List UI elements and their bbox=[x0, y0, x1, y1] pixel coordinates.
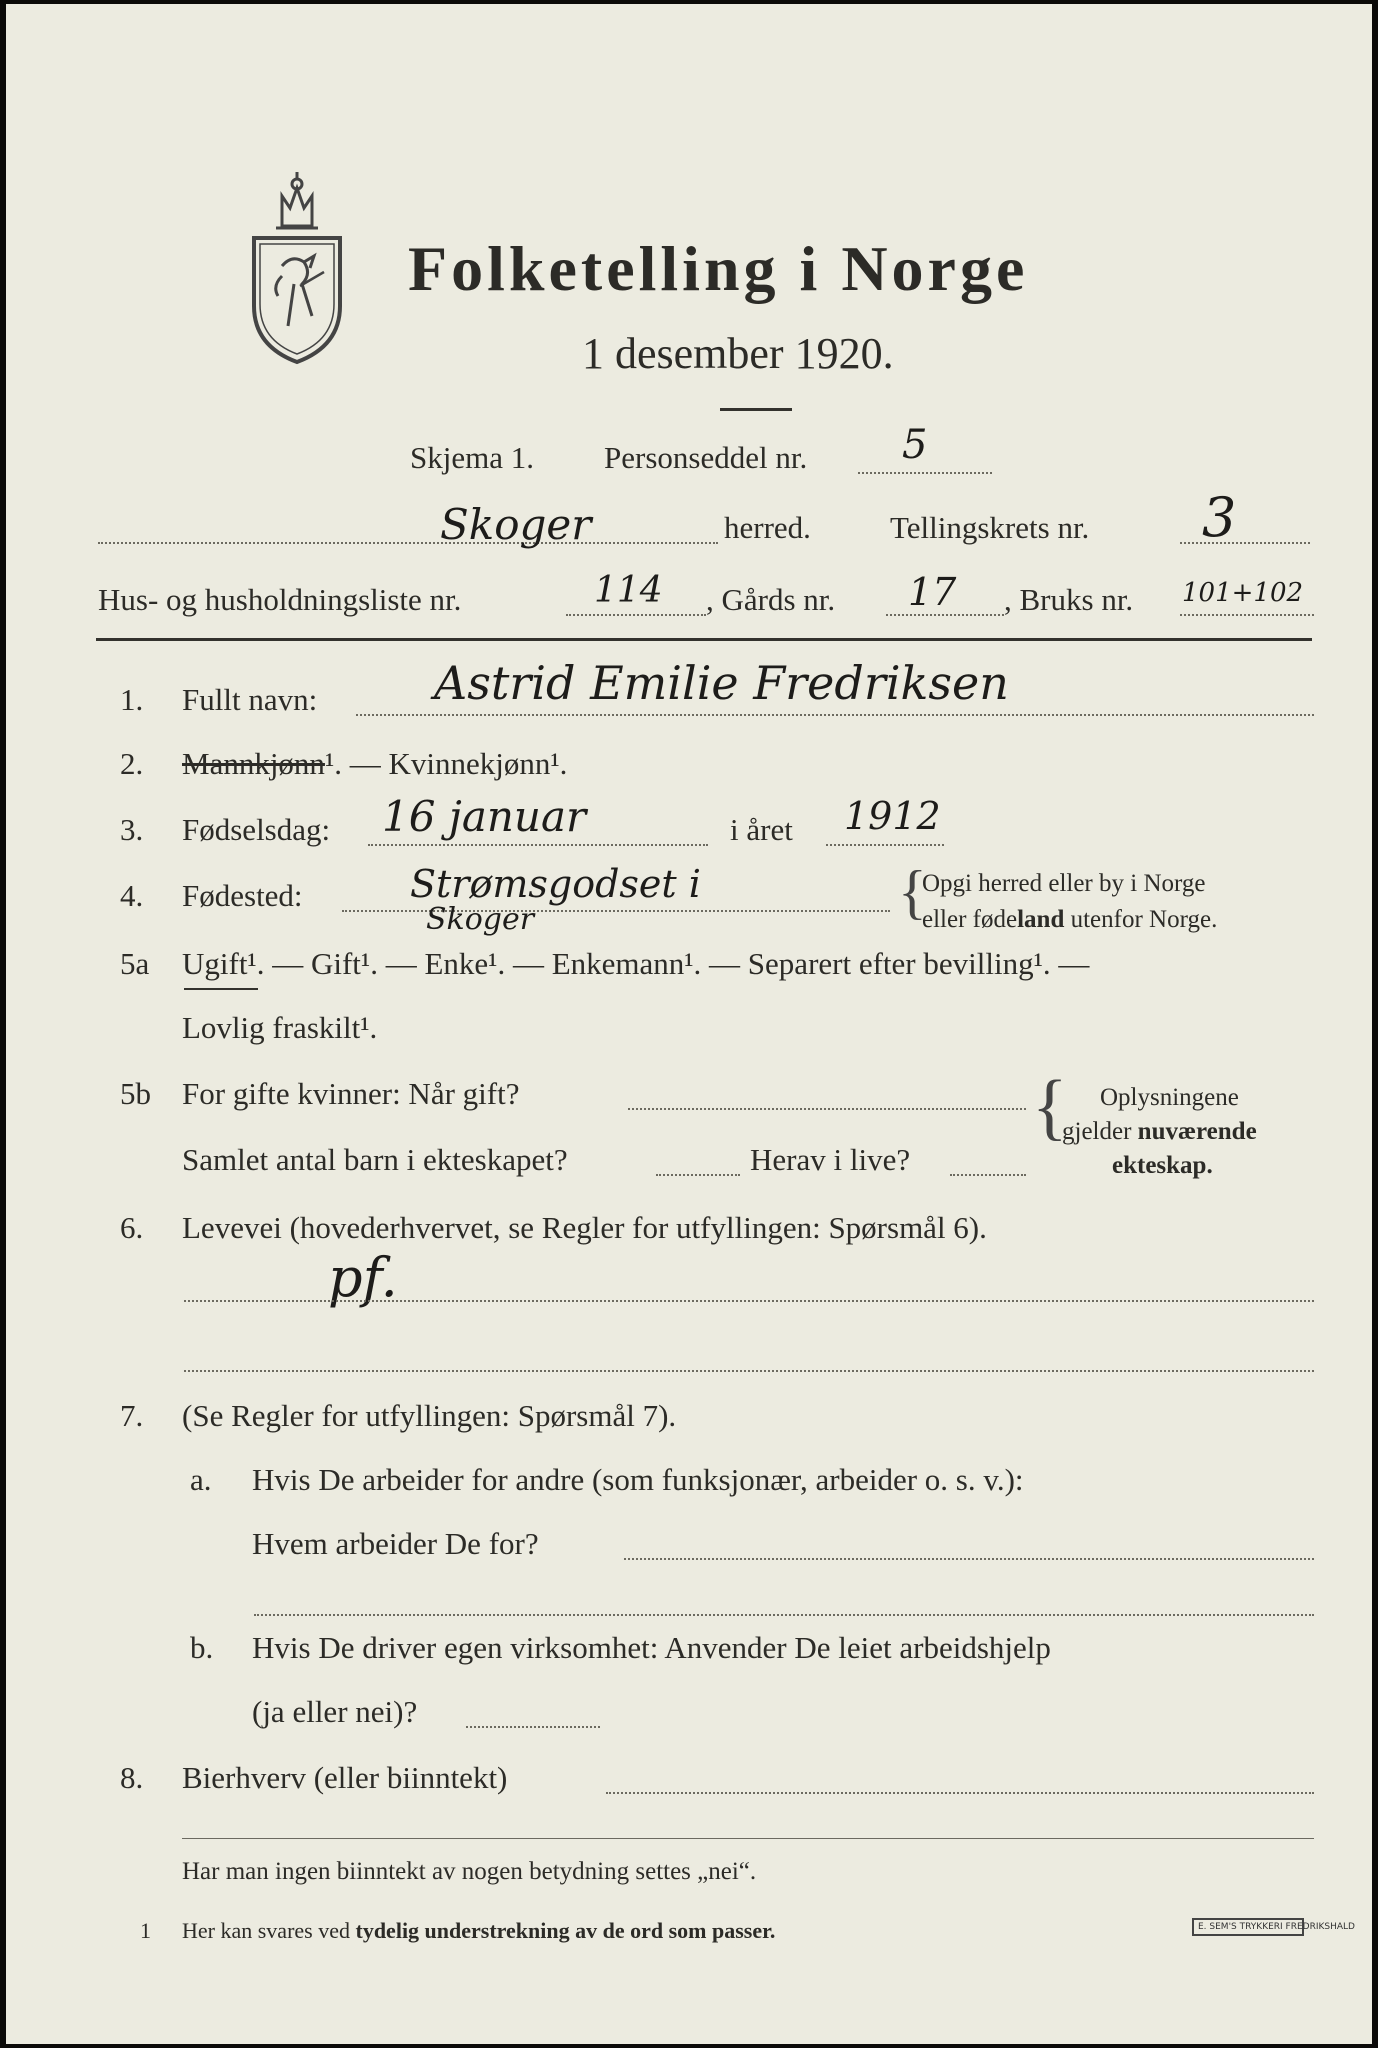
q5b-herav: Herav i live? bbox=[750, 1142, 911, 1177]
q5b-line2-dots bbox=[656, 1174, 740, 1176]
q3-year-line bbox=[826, 844, 944, 846]
q5b-line1-dots bbox=[628, 1108, 1026, 1110]
q5a-options[interactable]: Ugift¹. — Gift¹. — Enke¹. — Enkemann¹. — Separert efter bevilling¹. — bbox=[182, 946, 1090, 981]
q8-number: 8. bbox=[120, 1760, 144, 1795]
q5a-number: 5a bbox=[120, 946, 150, 981]
skjema-label: Skjema 1. bbox=[410, 440, 534, 475]
tellingskrets-label: Tellingskrets nr. bbox=[890, 510, 1090, 545]
bruks-label: , Bruks nr. bbox=[1004, 582, 1134, 617]
q7b-question: (ja eller nei)? bbox=[252, 1694, 418, 1729]
q6-value[interactable]: pf. bbox=[328, 1246, 398, 1309]
q5b-number: 5b bbox=[120, 1076, 151, 1111]
q7a-line-2 bbox=[254, 1614, 1314, 1616]
hus-label: Hus- og husholdningsliste nr. bbox=[98, 582, 462, 617]
header-rule bbox=[96, 638, 1312, 641]
tellingskrets-value[interactable]: 3 bbox=[1202, 486, 1237, 549]
q7a-number: a. bbox=[190, 1462, 212, 1497]
census-form-page bbox=[6, 4, 1372, 2044]
bruks-line bbox=[1180, 614, 1314, 616]
q6-number: 6. bbox=[120, 1210, 144, 1245]
q5b-brace: { bbox=[1032, 1066, 1068, 1148]
footer-rule bbox=[182, 1838, 1314, 1839]
footer-note: Har man ingen biinntekt av nogen betydning settes „nei“. bbox=[182, 1858, 757, 1885]
footnote-text: Her kan svares ved tydelig understrekning av de ord som passer. bbox=[182, 1918, 776, 1943]
ugift-underline bbox=[184, 988, 258, 990]
q6-line-1 bbox=[184, 1300, 1314, 1302]
gards-label: , Gårds nr. bbox=[706, 582, 836, 617]
footnote-number: 1 bbox=[140, 1918, 151, 1943]
q1-value[interactable]: Astrid Emilie Fredriksen bbox=[434, 656, 1009, 710]
coat-of-arms-icon bbox=[242, 166, 352, 366]
q3-line bbox=[368, 844, 708, 846]
q7b-line bbox=[466, 1726, 600, 1728]
personseddel-line bbox=[858, 472, 992, 474]
q2-text bbox=[182, 746, 567, 782]
q5a-line2[interactable]: Lovlig fraskilt¹. bbox=[182, 1010, 378, 1045]
q3-year-value[interactable]: 1912 bbox=[844, 794, 941, 838]
herred-line bbox=[98, 542, 718, 544]
tellingskrets-line bbox=[1180, 542, 1310, 544]
bruks-value[interactable]: 101+102 bbox=[1182, 578, 1304, 608]
q7-number: 7. bbox=[120, 1398, 144, 1433]
q2-male-option[interactable]: Mannkjønn bbox=[182, 746, 325, 781]
q2-female-option[interactable]: Kvinnekjønn bbox=[388, 746, 551, 781]
q3-label: Fødselsdag: bbox=[182, 812, 331, 847]
q1-number: 1. bbox=[120, 682, 144, 717]
personseddel-value[interactable]: 5 bbox=[902, 422, 928, 468]
personseddel-label: Personseddel nr. bbox=[604, 440, 808, 475]
q6-label: Levevei (hovederhvervet, se Regler for utfyllingen: Spørsmål 6). bbox=[182, 1210, 987, 1245]
q5b-note-2: gjelder nuværende bbox=[1062, 1118, 1257, 1145]
q1-label: Fullt navn: bbox=[182, 682, 318, 717]
q7a-text: Hvis De arbeider for andre (som funksjonær, arbeider o. s. v.): bbox=[252, 1462, 1024, 1497]
hus-value[interactable]: 114 bbox=[594, 570, 663, 611]
q4-note-1: Opgi herred eller by i Norge bbox=[922, 870, 1206, 897]
gards-value[interactable]: 17 bbox=[908, 570, 957, 614]
q3-number: 3. bbox=[120, 812, 144, 847]
q4-value[interactable]: Strømsgodset i bbox=[410, 862, 701, 906]
q4-number: 4. bbox=[120, 878, 144, 913]
q2-end: ¹. bbox=[550, 746, 568, 781]
herred-label: herred. bbox=[724, 510, 811, 545]
herred-value[interactable]: Skoger bbox=[440, 500, 592, 549]
q5b-herav-dots bbox=[950, 1174, 1026, 1176]
q4-line bbox=[342, 910, 890, 912]
form-title: Folketelling i Norge bbox=[408, 233, 1029, 304]
census-date: 1 desember 1920. bbox=[582, 329, 894, 378]
q6-line-2 bbox=[184, 1370, 1314, 1372]
q5b-line1: For gifte kvinner: Når gift? bbox=[182, 1076, 520, 1111]
q4-value-2[interactable]: Skoger bbox=[426, 902, 535, 937]
q2-sep: ¹. — bbox=[324, 746, 389, 781]
q8-label: Bierhverv (eller biinntekt) bbox=[182, 1760, 508, 1795]
gards-line bbox=[886, 614, 1004, 616]
q1-line bbox=[356, 714, 1314, 716]
q3-year-label: i året bbox=[730, 812, 793, 847]
title-divider bbox=[720, 408, 792, 411]
q7b-text: Hvis De driver egen virksomhet: Anvender De leiet arbeidshjelp bbox=[252, 1630, 1051, 1665]
q3-value[interactable]: 16 januar bbox=[382, 792, 587, 841]
q2-number: 2. bbox=[120, 746, 144, 781]
printer-stamp: E. SEM'S TRYKKERI FREDRIKSHALD bbox=[1192, 1918, 1304, 1936]
q4-brace: { bbox=[898, 859, 927, 925]
q7a-line-1 bbox=[624, 1558, 1314, 1560]
q7a-question: Hvem arbeider De for? bbox=[252, 1526, 539, 1561]
q8-line bbox=[606, 1792, 1314, 1794]
q7-label: (Se Regler for utfyllingen: Spørsmål 7). bbox=[182, 1398, 677, 1433]
q4-note-2: eller fødeland utenfor Norge. bbox=[922, 906, 1218, 933]
q5b-line2: Samlet antal barn i ekteskapet? bbox=[182, 1142, 568, 1177]
q4-label: Fødested: bbox=[182, 878, 303, 913]
q7b-number: b. bbox=[190, 1630, 214, 1665]
q5b-note-1: Oplysningene bbox=[1100, 1084, 1239, 1111]
hus-line bbox=[566, 614, 706, 616]
q5b-note-3: ekteskap. bbox=[1112, 1152, 1213, 1179]
